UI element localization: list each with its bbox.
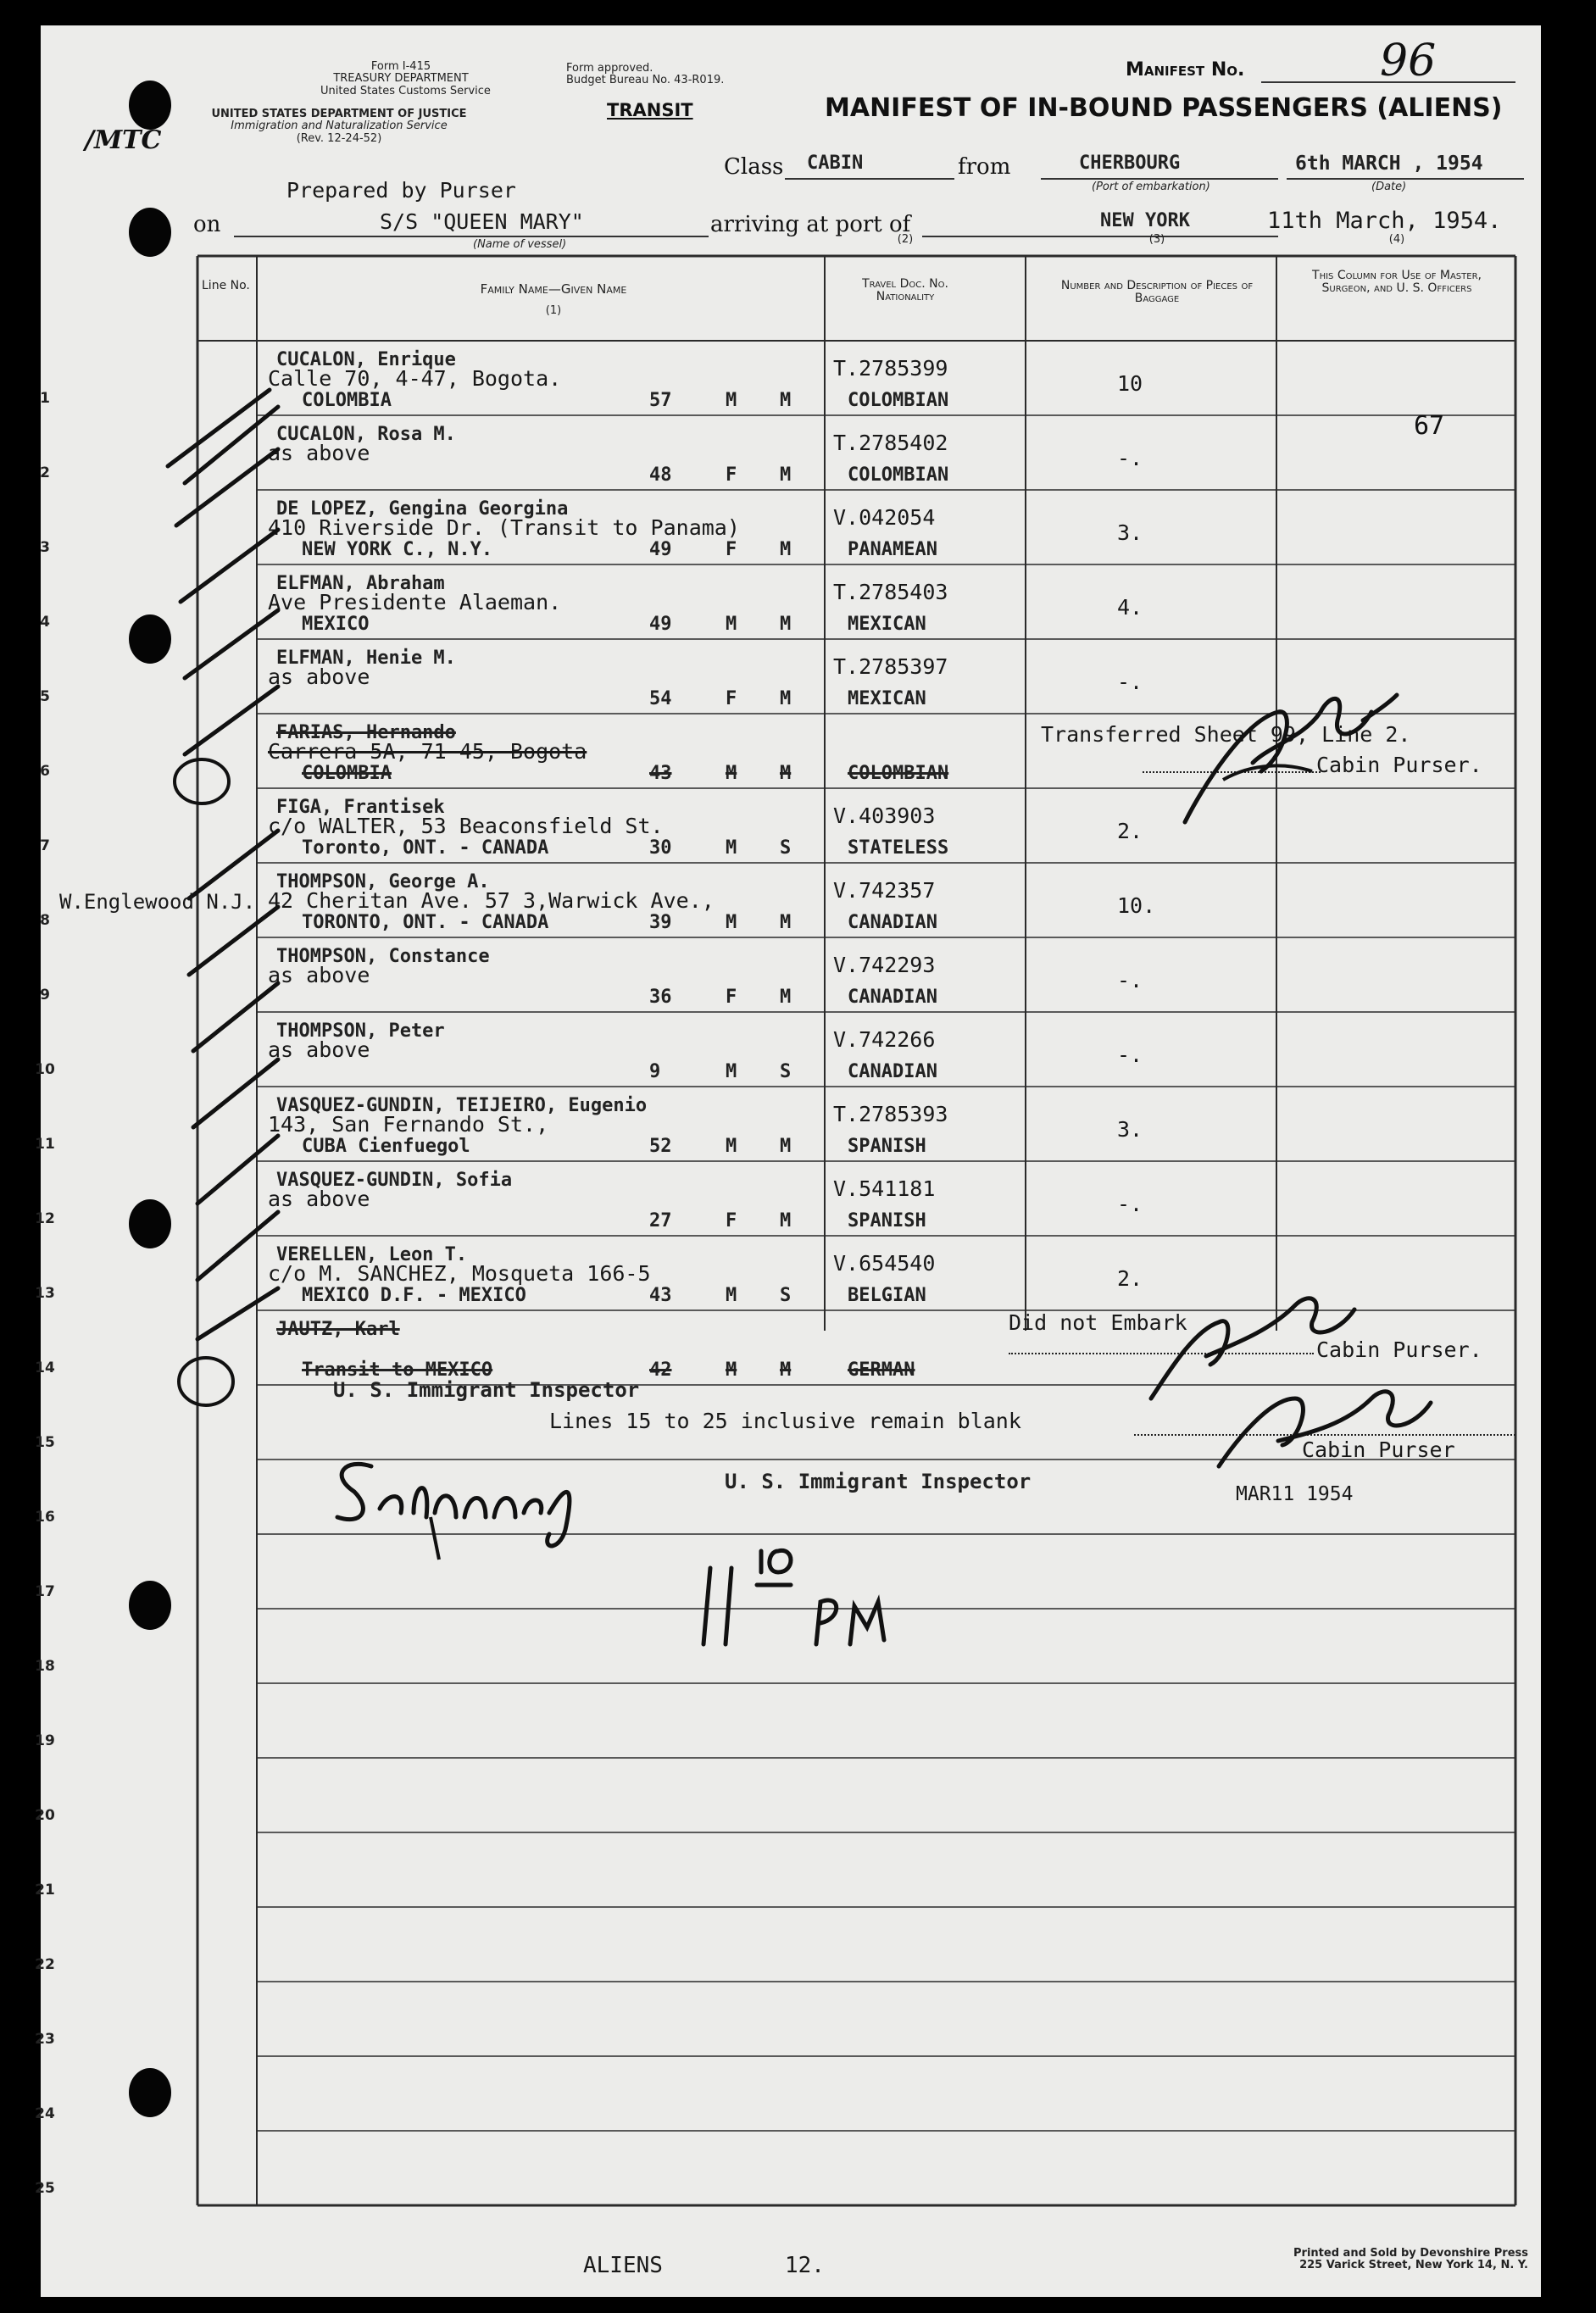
passenger-name: ELFMAN, Henie M. <box>276 648 456 669</box>
passenger-country: NEW YORK C., N.Y. <box>302 539 493 560</box>
line-number: 11 <box>35 1136 55 1153</box>
passenger-name: VERELLEN, Leon T. <box>276 1244 468 1265</box>
travel-doc-number: T.2785399 <box>833 356 948 381</box>
passenger-marital: M <box>780 614 792 635</box>
passenger-age: 48 <box>649 464 672 486</box>
inspector-line-2: U. S. Immigrant Inspector <box>725 1470 1032 1493</box>
passenger-sex: F <box>726 987 737 1008</box>
baggage-count: 3. <box>1117 520 1143 545</box>
line-number: 16 <box>35 1509 55 1526</box>
passenger-name: JAUTZ, Karl <box>276 1319 400 1340</box>
cabin-purser-1: Cabin Purser. <box>1316 753 1482 777</box>
passenger-marital: M <box>780 390 792 411</box>
passenger-country: TORONTO, ONT. - CANADA <box>302 912 549 933</box>
passenger-age: 42 <box>649 1359 672 1381</box>
inspector-line-1: U. S. Immigrant Inspector <box>333 1378 640 1402</box>
passenger-address: 143, San Fernando St., <box>268 1112 549 1137</box>
baggage-count: -. <box>1117 446 1143 470</box>
travel-doc-number: T.2785397 <box>833 654 948 679</box>
nationality: CANADIAN <box>848 1061 937 1082</box>
passenger-sex: M <box>726 614 737 635</box>
manifest-page <box>35 25 1541 2297</box>
baggage-count: -. <box>1117 968 1143 992</box>
inspector-signature <box>320 1432 676 1560</box>
passenger-address: Ave Presidente Alaeman. <box>268 590 562 614</box>
travel-doc-number: T.2785402 <box>833 431 948 455</box>
line-number: 18 <box>35 1658 55 1675</box>
passenger-marital: M <box>780 539 792 560</box>
line-number: 4 <box>40 614 50 631</box>
passenger-name: THOMPSON, Constance <box>276 946 490 967</box>
passenger-marital: M <box>780 1136 792 1157</box>
blank-lines-note: Lines 15 to 25 inclusive remain blank <box>549 1409 1021 1433</box>
passenger-age: 49 <box>649 539 672 560</box>
aliens-label: ALIENS <box>583 2253 663 2278</box>
from-label: from <box>958 154 1011 180</box>
baggage-count: 4. <box>1117 595 1143 620</box>
baggage-count: 2. <box>1117 1266 1143 1291</box>
travel-doc-number: V.042054 <box>833 505 936 530</box>
travel-doc-number: V.742293 <box>833 953 936 977</box>
cabin-purser-3: Cabin Purser <box>1302 1437 1455 1462</box>
passenger-sex: M <box>726 1061 737 1082</box>
nationality: SPANISH <box>848 1136 926 1157</box>
did-not-embark: Did not Embark <box>1009 1310 1187 1335</box>
nationality: SPANISH <box>848 1210 926 1232</box>
passenger-marital: S <box>780 837 792 859</box>
nationality: MEXICAN <box>848 688 926 709</box>
nationality: CANADIAN <box>848 912 937 933</box>
nationality: BELGIAN <box>848 1285 926 1306</box>
travel-doc-number: V.654540 <box>833 1251 936 1276</box>
cabin-purser-2: Cabin Purser. <box>1316 1337 1482 1362</box>
passenger-sex: M <box>726 763 737 784</box>
passenger-age: 30 <box>649 837 672 859</box>
passenger-sex: M <box>726 390 737 411</box>
passenger-country: COLOMBIA <box>302 763 392 784</box>
travel-doc-number: V.742357 <box>833 878 936 903</box>
line-number: 12 <box>35 1210 55 1227</box>
passenger-age: 43 <box>649 763 672 784</box>
passenger-address: as above <box>268 1037 370 1062</box>
baggage-count: -. <box>1117 1192 1143 1216</box>
baggage-count: 10. <box>1117 893 1156 918</box>
vessel-name: S/S "QUEEN MARY" <box>380 209 584 234</box>
passenger-sex: M <box>726 1136 737 1157</box>
travel-doc-number: T.2785403 <box>833 580 948 604</box>
passenger-marital: M <box>780 464 792 486</box>
nationality: COLOMBIAN <box>848 390 949 411</box>
line-number: 23 <box>35 2031 55 2048</box>
col-header-name-no: (1) <box>545 304 562 317</box>
passenger-name: DE LOPEZ, Gengina Georgina <box>276 498 569 520</box>
line-number: 17 <box>35 1583 55 1600</box>
line-number: 10 <box>35 1061 55 1078</box>
passenger-address: as above <box>268 1187 370 1211</box>
passenger-sex: F <box>726 1210 737 1232</box>
passenger-sex: M <box>726 1285 737 1306</box>
manifest-number: 96 <box>1380 36 1437 86</box>
check-marks <box>151 356 354 1407</box>
passenger-name: VASQUEZ-GUNDIN, Sofia <box>276 1170 513 1191</box>
transferred-note: Transferred Sheet 99, Line 2. <box>1041 722 1411 747</box>
col-header-name: Family Name—Given Name <box>480 281 627 297</box>
passenger-name: THOMPSON, George A. <box>276 871 490 892</box>
arriving-label: arriving at port of <box>710 212 911 237</box>
nationality: COLOMBIAN <box>848 464 949 486</box>
passenger-sex: F <box>726 539 737 560</box>
passenger-country: MEXICO D.F. - MEXICO <box>302 1285 526 1306</box>
nationality: CANADIAN <box>848 987 937 1008</box>
passenger-marital: S <box>780 1285 792 1306</box>
nationality: GERMAN <box>848 1359 915 1381</box>
on-label: on <box>193 212 221 237</box>
passenger-name: CUCALON, Enrique <box>276 349 456 370</box>
passenger-marital: M <box>780 763 792 784</box>
travel-doc-number: T.2785393 <box>833 1102 948 1126</box>
line-number: 2 <box>40 464 50 481</box>
line-number: 13 <box>35 1285 55 1302</box>
passenger-age: 49 <box>649 614 672 635</box>
col-header-baggage-no: (3) <box>1148 233 1165 246</box>
embark-port: CHERBOURG <box>1079 153 1181 174</box>
line-number: 19 <box>35 1732 55 1749</box>
passenger-name: VASQUEZ-GUNDIN, TEIJEIRO, Eugenio <box>276 1095 648 1116</box>
passenger-marital: S <box>780 1061 792 1082</box>
handwritten-time <box>651 1534 956 1653</box>
passenger-marital: M <box>780 987 792 1008</box>
document-title: MANIFEST OF IN-BOUND PASSENGERS (ALIENS) <box>825 93 1503 123</box>
passenger-marital: M <box>780 912 792 933</box>
nationality: COLOMBIAN <box>848 763 949 784</box>
passenger-marital: M <box>780 1359 792 1381</box>
passenger-address: c/o M. SANCHEZ, Mosqueta 166-5 <box>268 1261 651 1286</box>
passenger-age: 36 <box>649 987 672 1008</box>
margin-mark: /MTC <box>85 125 162 155</box>
passenger-age: 9 <box>649 1061 661 1082</box>
passenger-address: as above <box>268 441 370 465</box>
date-stamp: MAR11 1954 <box>1236 1483 1354 1505</box>
department-block: UNITED STATES DEPARTMENT OF JUSTICE Immigration and Naturalization Service (Rev. 12-24-52) <box>211 108 467 145</box>
passenger-sex: M <box>726 837 737 859</box>
side-address: W.Englewood N.J. <box>59 890 256 914</box>
passenger-sex: M <box>726 1359 737 1381</box>
line-number: 14 <box>35 1359 55 1376</box>
nationality: MEXICAN <box>848 614 926 635</box>
line-number: 3 <box>40 539 50 556</box>
passenger-name: FARIAS, Hernando <box>276 722 456 743</box>
embark-caption: (Port of embarkation) <box>1092 181 1210 193</box>
passenger-name: THOMPSON, Peter <box>276 1020 445 1042</box>
passenger-age: 43 <box>649 1285 672 1306</box>
line-number: 25 <box>35 2180 55 2197</box>
line-number: 7 <box>40 837 50 854</box>
travel-doc-number: V.742266 <box>833 1027 936 1052</box>
passenger-country: Toronto, ONT. - CANADA <box>302 837 549 859</box>
travel-doc-number: V.403903 <box>833 803 936 828</box>
col-header-line: Line No. <box>202 279 250 292</box>
passenger-country: MEXICO <box>302 614 370 635</box>
baggage-count: -. <box>1117 1043 1143 1067</box>
date-caption: (Date) <box>1371 181 1407 193</box>
passenger-address: as above <box>268 664 370 689</box>
transit-label: TRANSIT <box>607 100 693 120</box>
line-number: 15 <box>35 1434 55 1451</box>
passenger-country: Transit to MEXICO <box>302 1359 493 1381</box>
nationality: PANAMEAN <box>848 539 937 560</box>
line-number: 6 <box>40 763 50 780</box>
passenger-address: c/o WALTER, 53 Beaconsfield St. <box>268 814 664 838</box>
passenger-address: Calle 70, 4-47, Bogota. <box>268 366 562 391</box>
passenger-age: 57 <box>649 390 672 411</box>
aliens-count: 12. <box>785 2253 825 2278</box>
passenger-name: CUCALON, Rosa M. <box>276 424 456 445</box>
line-number: 24 <box>35 2105 55 2122</box>
passenger-marital: M <box>780 688 792 709</box>
form-approval: Form approved. Budget Bureau No. 43-R019. <box>566 62 725 87</box>
passenger-name: ELFMAN, Abraham <box>276 573 445 594</box>
baggage-count: 2. <box>1117 819 1143 843</box>
passenger-marital: M <box>780 1210 792 1232</box>
passenger-age: 52 <box>649 1136 672 1157</box>
travel-doc-number: V.541181 <box>833 1176 936 1201</box>
line-number: 21 <box>35 1882 55 1899</box>
col-header-baggage: Number and Description of Pieces of Baggage <box>1060 279 1254 306</box>
passenger-country: CUBA Cienfuegol <box>302 1136 470 1157</box>
passenger-country: COLOMBIA <box>302 390 392 411</box>
baggage-count: -. <box>1117 670 1143 694</box>
passenger-age: 39 <box>649 912 672 933</box>
col-header-officers: This Column for Use of Master, Surgeon, and U. S. Officers <box>1312 269 1482 296</box>
col-header-travel-no: (2) <box>897 233 914 246</box>
col-header-officers-no: (4) <box>1388 233 1405 246</box>
passenger-name: FIGA, Frantisek <box>276 797 445 818</box>
purser-signature-3 <box>1202 1365 1456 1483</box>
line-number: 8 <box>40 912 50 929</box>
class-label: Class <box>724 154 784 180</box>
passenger-address: 42 Cheritan Ave. 57 3,Warwick Ave., <box>268 888 715 913</box>
baggage-count: 3. <box>1117 1117 1143 1142</box>
passenger-sex: F <box>726 464 737 486</box>
passenger-address: 410 Riverside Dr. (Transit to Panama) <box>268 515 740 540</box>
col-header-travel: Travel Doc. No. Nationality <box>862 277 948 304</box>
passenger-age: 27 <box>649 1210 672 1232</box>
vessel-caption: (Name of vessel) <box>473 238 567 251</box>
embark-date: 6th MARCH , 1954 <box>1295 153 1483 175</box>
purser-signature-1 <box>1151 661 1422 839</box>
passenger-address: Carrera 5A, 71-45, Bogota <box>268 739 587 764</box>
printer-info: Printed and Sold by Devonshire Press 225 Varick Street, New York 14, N. Y. <box>1293 2247 1528 2272</box>
prepared-by: Prepared by Purser <box>286 178 516 203</box>
line-number: 20 <box>35 1807 55 1824</box>
passenger-sex: F <box>726 688 737 709</box>
line-number: 9 <box>40 987 50 1004</box>
line-number: 5 <box>40 688 50 705</box>
officer-note-67: 67 <box>1414 411 1445 441</box>
nationality: STATELESS <box>848 837 949 859</box>
class-value: CABIN <box>807 153 864 174</box>
passenger-sex: M <box>726 912 737 933</box>
passenger-address: as above <box>268 963 370 987</box>
arrival-date: 11th March, 1954. <box>1267 208 1502 234</box>
passenger-age: 54 <box>649 688 672 709</box>
arrival-port: NEW YORK <box>1100 210 1190 231</box>
baggage-count: 10 <box>1117 371 1143 396</box>
form-number: Form I-415 TREASURY DEPARTMENT United States Customs Service <box>320 60 491 97</box>
manifest-no-label: Manifest No. <box>1126 59 1245 81</box>
line-number: 22 <box>35 1956 55 1973</box>
line-number: 1 <box>40 390 50 407</box>
